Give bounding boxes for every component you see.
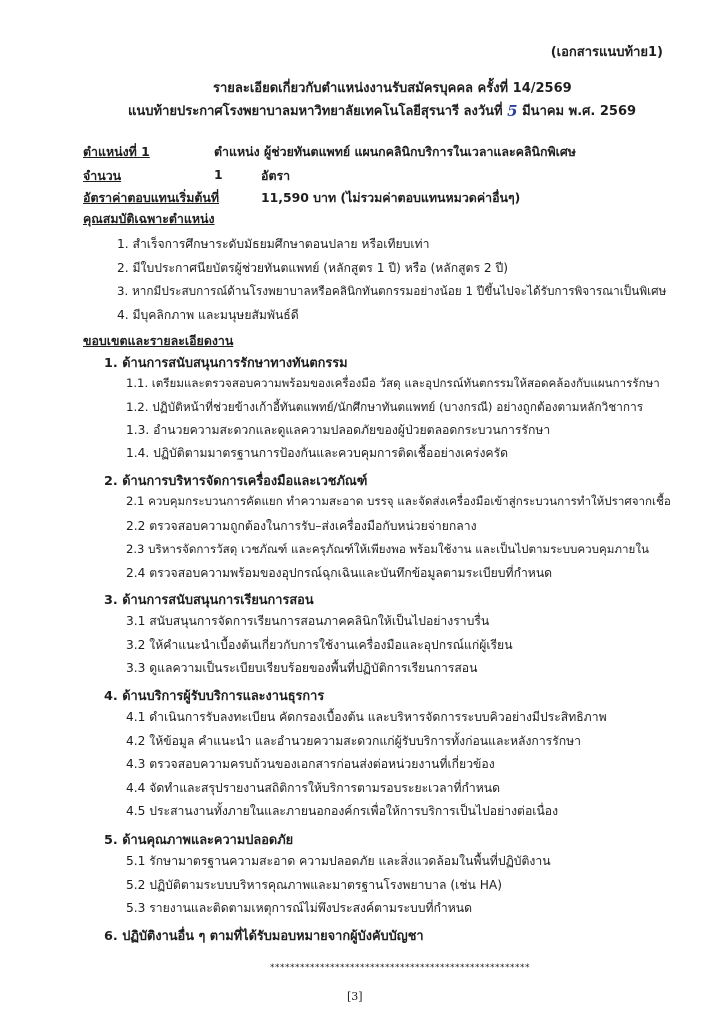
section-item: 4.2 ให้ข้อมูล คำแนะนำ และอำนวยความสะดวกแก่ผู้รับบริการทั้งก่อนและหลังการรักษา <box>126 734 582 748</box>
section-item: 2.3 บริหารจัดการวัสดุ เวชภัณฑ์ และครุภัณฑ์ให้เพียงพอ พร้อมใช้งาน และเป็นไปตามระบบควบคุมภายใน <box>126 542 649 556</box>
section-item: 3.1 สนับสนุนการจัดการเรียนการสอนภาคคลินิกให้เป็นไปอย่างราบรื่น <box>126 614 490 628</box>
section-item: 3.2 ให้คำแนะนำเบื้องต้นเกี่ยวกับการใช้งานเครื่องมือและอุปกรณ์แก่ผู้เรียน <box>126 638 513 652</box>
section-item: 1.4. ปฏิบัติตามมาตรฐานการป้องกันและควบคุมการติดเชื้ออย่างเคร่งครัด <box>126 446 509 460</box>
header-line-1: รายละเอียดเกี่ยวกับตำแหน่งงานรับสมัครบุคคล ครั้งที่ 14/2569 <box>213 81 572 96</box>
section-item: 4.5 ประสานงานทั้งภายในและภายนอกองค์กรเพื่อให้การบริการเป็นไปอย่างต่อเนื่อง <box>126 804 559 818</box>
qualifications-heading: คุณสมบัติเฉพาะตำแหน่ง <box>83 211 215 226</box>
section-item: 4.4 จัดทำและสรุปรายงานสถิติการให้บริการตามรอบระยะเวลาที่กำหนด <box>126 781 501 795</box>
section-item: 3.3 ดูแลความเป็นระเบียบเรียบร้อยของพื้นที่ปฏิบัติการเรียนการสอน <box>126 661 478 675</box>
separator-line: **************************************************** <box>270 963 530 973</box>
section-item: 2.4 ตรวจสอบความพร้อมของอุปกรณ์ฉุกเฉินและบันทึกข้อมูลตามระเบียบที่กำหนด <box>126 566 553 580</box>
section-item: 5.3 รายงานและติดตามเหตุการณ์ไม่พึงประสงค์ตามระบบที่กำหนด <box>126 901 473 915</box>
qualification-item: 4. มีบุคลิกภาพ และมนุษยสัมพันธ์ดี <box>117 308 299 322</box>
header-line-2-suffix: มีนาคม พ.ศ. 2569 <box>522 104 637 119</box>
section-title: 2. ด้านการบริหารจัดการเครื่องมือและเวชภัณฑ์ <box>104 474 368 489</box>
qualification-item: 2. มีใบประกาศนียบัตรผู้ช่วยทันตแพทย์ (หลักสูตร 1 ปี) หรือ (หลักสูตร 2 ปี) <box>117 261 508 275</box>
section-item: 5.1 รักษามาตรฐานความสะอาด ความปลอดภัย และสิ่งแวดล้อมในพื้นที่ปฏิบัติงาน <box>126 854 551 868</box>
section-item: 5.2 ปฏิบัติตามระบบบริหารคุณภาพและมาตรฐานโรงพยาบาล (เช่น HA) <box>126 878 503 892</box>
section-item: 4.1 ดำเนินการรับลงทะเบียน คัดกรองเบื้องต้น และบริหารจัดการระบบคิวอย่างมีประสิทธิภาพ <box>126 710 607 724</box>
section-item: 2.1 ควบคุมกระบวนการคัดแยก ทำความสะอาด บรรจุ และจัดส่งเครื่องมือเข้าสู่กระบวนการทำให้ปราศจากเชื้อ <box>126 494 671 508</box>
header-line-2-prefix: แนบท้ายประกาศโรงพยาบาลมหาวิทยาลัยเทคโนโลยีสุรนารี ลงวันที่ <box>128 104 503 119</box>
pay-label: อัตราค่าตอบแทนเริ่มต้นที่ <box>83 190 220 205</box>
attachment-label: (เอกสารแนบท้าย1) <box>550 45 663 60</box>
section-title-6: 6. ปฏิบัติงานอื่น ๆ ตามที่ได้รับมอบหมายจากผู้บังคับบัญชา <box>104 929 424 944</box>
header-line-2 <box>128 100 636 121</box>
section-item: 1.2. ปฏิบัติหน้าที่ช่วยข้างเก้าอี้ทันตแพทย์/นักศึกษาทันตแพทย์ (บางกรณี) อย่างถูกต้องตามหลักวิชาการ <box>126 400 644 414</box>
count-unit: อัตรา <box>261 168 291 183</box>
section-item: 4.3 ตรวจสอบความครบถ้วนของเอกสารก่อนส่งต่อหน่วยงานที่เกี่ยวข้อง <box>126 757 495 771</box>
qualification-item: 1. สำเร็จการศึกษาระดับมัธยมศึกษาตอนปลาย หรือเทียบเท่า <box>117 237 430 251</box>
section-title: 1. ด้านการสนับสนุนการรักษาทางทันตกรรม <box>104 356 348 371</box>
page-number: [3] <box>347 990 363 1003</box>
section-title: 4. ด้านบริการผู้รับบริการและงานธุรการ <box>104 689 325 704</box>
handwritten-day: 5 <box>507 102 518 120</box>
position-label: ตำแหน่งที่ 1 <box>83 144 150 159</box>
count-number: 1 <box>214 167 223 182</box>
section-item: 2.2 ตรวจสอบความถูกต้องในการรับ–ส่งเครื่องมือกับหน่วยจ่ายกลาง <box>126 519 477 533</box>
section-item: 1.1. เตรียมและตรวจสอบความพร้อมของเครื่องมือ วัสดุ และอุปกรณ์ทันตกรรมให้สอดคล้องกับแผนการรักษา <box>126 376 660 390</box>
section-title: 3. ด้านการสนับสนุนการเรียนการสอน <box>104 593 314 608</box>
qualification-item: 3. หากมีประสบการณ์ด้านโรงพยาบาลหรือคลินิกทันตกรรมอย่างน้อย 1 ปีขึ้นไปจะได้รับการพิจารณาเป็นพิเศษ <box>117 284 667 298</box>
pay-value: 11,590 บาท (ไม่รวมค่าตอบแทนหมวดค่าอื่นๆ) <box>261 190 521 205</box>
section-title: 5. ด้านคุณภาพและความปลอดภัย <box>104 833 294 848</box>
position-value: ตำแหน่ง ผู้ช่วยทันตแพทย์ แผนกคลินิกบริการในเวลาและคลินิกพิเศษ <box>214 144 576 159</box>
scope-heading: ขอบเขตและรายละเอียดงาน <box>83 333 234 348</box>
section-item: 1.3. อำนวยความสะดวกและดูแลความปลอดภัยของผู้ป่วยตลอดกระบวนการรักษา <box>126 423 551 437</box>
count-label: จำนวน <box>83 168 122 183</box>
